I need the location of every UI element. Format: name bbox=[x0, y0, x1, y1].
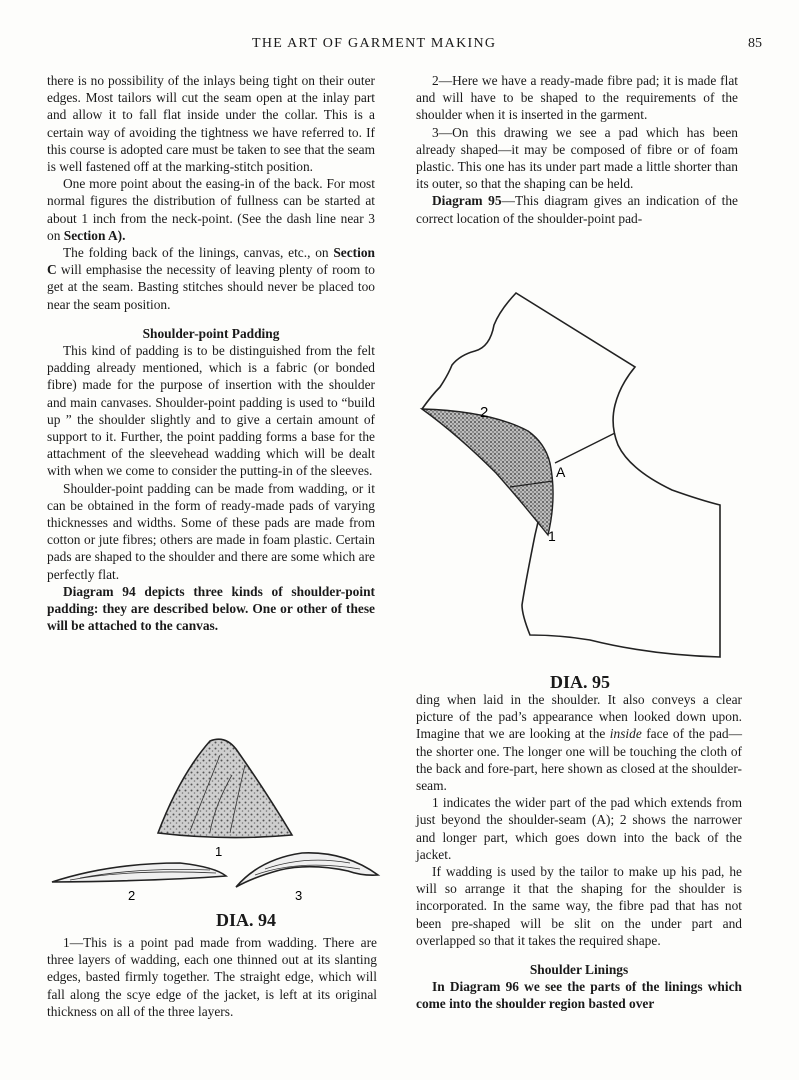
pad-3-shaped-shape bbox=[236, 853, 378, 887]
pad-1-label: 1 bbox=[215, 844, 223, 859]
running-header bbox=[0, 36, 799, 56]
garment-outline bbox=[422, 293, 720, 657]
left-paragraph-3-text-b: will emphasise the necessity of leaving plenty of room to get at the seam. Basting stitches should never be placed too near the seam position. bbox=[47, 262, 375, 312]
left-paragraph-2 bbox=[47, 175, 375, 244]
page-number: 85 bbox=[748, 36, 762, 51]
left-paragraph-6 bbox=[47, 583, 375, 635]
left-column-bottom bbox=[47, 934, 377, 1020]
right-paragraph-4 bbox=[416, 691, 742, 794]
diagram-95-caption: DIA. 95 bbox=[549, 672, 610, 692]
pad-2-label: 2 bbox=[128, 888, 136, 903]
left-paragraph-5: Shoulder-point padding can be made from wadding, or it can be obtained in the form of ready-made pads of varying thicknesses and widths. Some of these pads are made from cotton or jute fibres; others are made in foam plastic. Certain pads are shaped to the shoulder and there are some which are perfectly flat. bbox=[47, 480, 375, 582]
right-paragraph-7 bbox=[416, 978, 742, 1012]
pad-3-label: 3 bbox=[295, 888, 303, 903]
right-paragraph-5: 1 indicates the wider part of the pad which extends from just beyond the shoulder-seam (A); 2 shows the narrower and longer part, which goes down into the back of the jacket. bbox=[416, 795, 742, 862]
right-paragraph-4-text-a: ding when laid in the shoulder. It also conveys a clear picture of the pad’s appearance when looked down upon. Imagine that we are looking at the bbox=[416, 692, 742, 742]
pad-label-2: 2 bbox=[480, 404, 489, 421]
left-paragraph-4: This kind of padding is to be distinguished from the felt padding already mentioned, which is a fabric (or bonded fibre) made for the purpose of insertion with the shoulder and main canvases. Shoulder-point padding is used to “build up ” the shoulder slightly and to give a certain amount of support to it. Further, the point padding forms a base for the attachment of the sleevehead wadding which will be dealt with when we come to consider the putting-in of the sleeves. bbox=[47, 343, 375, 479]
pad-label-1: 1 bbox=[548, 528, 556, 544]
right-paragraph-2: 3—On this drawing we see a pad which has been already shaped—it may be composed of fibre or of foam plastic. This one has its under part made a little shorter than its outer, so that the shaping can be held. bbox=[416, 124, 738, 192]
right-paragraph-1: 2—Here we have a ready-made fibre pad; it is made flat and will have to be shaped to the requirements of the shoulder when it is inserted in the garment. bbox=[416, 73, 738, 123]
right-column-top bbox=[416, 72, 738, 227]
section-a-reference: Section A). bbox=[63, 227, 126, 243]
pad-label-a: A bbox=[556, 464, 566, 480]
left-paragraph-3 bbox=[47, 244, 375, 313]
left-paragraph-1: there is no possibility of the inlays being tight on their outer edges. Most tailors will cut the seam open at the inlay part and allow it to fall flat inside under the collar. This is a certain way of avoiding the tightness we have referred to. If this course is adopted care must be taken to see that the seam is well fastened off at the marking-stitch position. bbox=[47, 73, 375, 175]
left-column bbox=[47, 72, 375, 635]
heading-shoulder-linings: Shoulder Linings bbox=[529, 962, 629, 978]
diagram-95-reference: Diagram 95 bbox=[432, 193, 502, 209]
running-title: THE ART OF GARMENT MAKING bbox=[252, 36, 497, 51]
section-c-reference: Section C bbox=[47, 245, 375, 278]
diagram-95 bbox=[410, 285, 755, 670]
inside-emphasis: inside bbox=[609, 726, 642, 742]
shoulder-point-pad bbox=[422, 409, 553, 535]
diagram-96-intro: In Diagram 96 we see the parts of the linings which come into the shoulder region basted over bbox=[416, 979, 742, 1012]
left-paragraph-7: 1—This is a point pad made from wadding. There are three layers of wadding, each one thinned out at its slanting edges, basted firmly together. The straight edge, which will fall along the scye edge of the jacket, is left at its original thickness on all of the three layers. bbox=[47, 935, 377, 1019]
left-paragraph-3-text-a: The folding back of the linings, canvas, etc., on bbox=[63, 245, 334, 261]
left-paragraph-2-text: One more point about the easing-in of the back. For most normal figures the distribution of fullness can be started at about 1 inch from the neck-point. (See the dash line near 3 on bbox=[47, 176, 375, 243]
heading-shoulder-point-padding: Shoulder-point Padding bbox=[142, 325, 280, 341]
right-column-bottom bbox=[416, 691, 742, 1013]
right-paragraph-6: If wadding is used by the tailor to make up his pad, he will so arrange it that the shaping for the shoulder is incorporated. In the same way, the fibre pad that has not been pre-shaped will be slit on the under part and overlapped so that it takes the required shape. bbox=[416, 864, 742, 948]
right-paragraph-3-text: —This diagram gives an indication of the correct location of the shoulder-point pad- bbox=[416, 193, 738, 226]
diagram-94-caption: DIA. 94 bbox=[215, 910, 276, 930]
diagram-94 bbox=[40, 735, 390, 910]
right-paragraph-4-text-b: face of the pad—the shorter one. The longer one will be touching the cloth of the back and fore-part, here shown as closed at the shoulder-seam. bbox=[416, 726, 742, 794]
right-paragraph-3 bbox=[416, 192, 738, 226]
diagram-94-intro: Diagram 94 depicts three kinds of shoulder-point padding: they are described below. One or other of these will be attached to the canvas. bbox=[47, 583, 375, 634]
